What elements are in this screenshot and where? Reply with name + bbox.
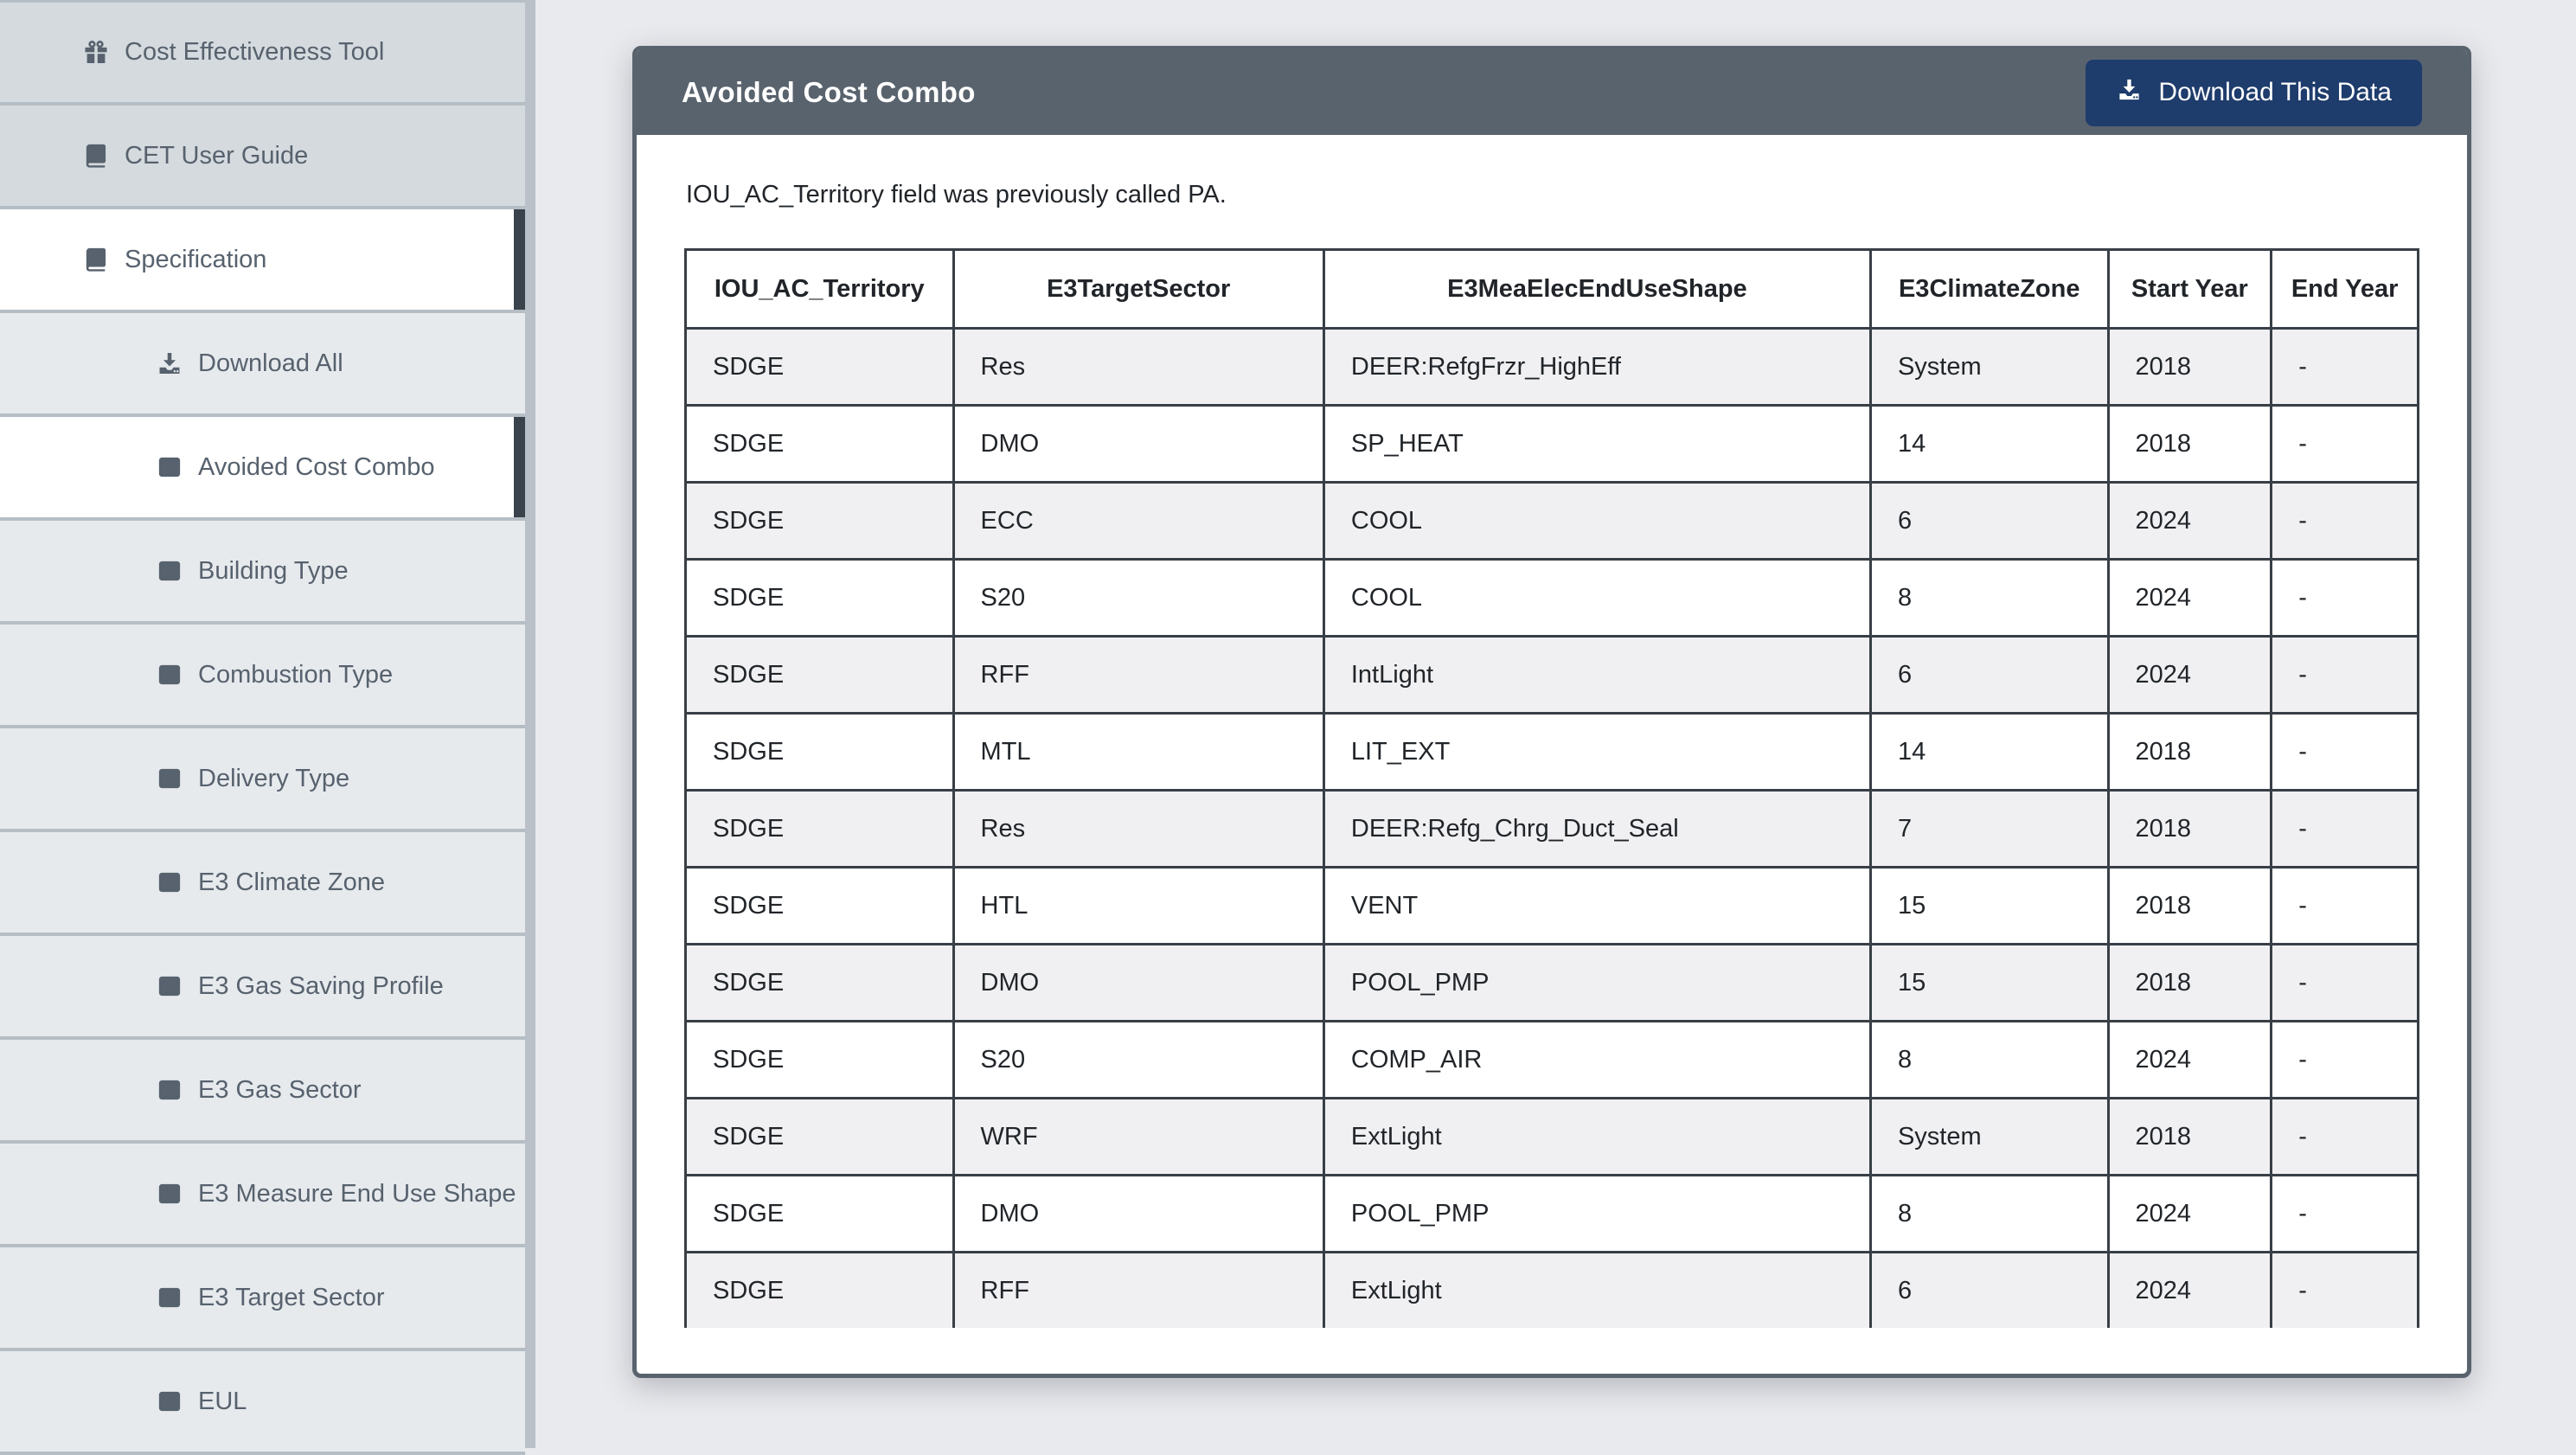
table-cell: SP_HEAT	[1323, 406, 1870, 483]
table-body	[686, 329, 2419, 1329]
table-cell: 6	[1870, 637, 2108, 714]
table-icon	[156, 869, 183, 896]
table-row	[686, 714, 2419, 791]
table-row	[686, 560, 2419, 637]
table-cell: VENT	[1323, 868, 1870, 945]
table-cell: -	[2272, 868, 2419, 945]
panel-header	[637, 50, 2467, 135]
table-cell: DEER:RefgFrzr_HighEff	[1323, 329, 1870, 406]
table-cell: SDGE	[686, 406, 954, 483]
sidebar-item-label: E3 Measure End Use Shape	[198, 1179, 516, 1208]
table-icon	[156, 1388, 183, 1415]
book-icon	[82, 246, 110, 273]
table-cell: SDGE	[686, 1099, 954, 1176]
table-cell: ECC	[953, 483, 1323, 560]
table-cell: 8	[1870, 560, 2108, 637]
download-icon	[2116, 76, 2143, 110]
table-row	[686, 406, 2419, 483]
table-icon	[156, 1076, 183, 1104]
sidebar-item-e3-gas-sector[interactable]	[0, 1040, 525, 1144]
column-header: E3ClimateZone	[1870, 250, 2108, 329]
sidebar-item-label: Combustion Type	[198, 660, 394, 689]
table-cell: DEER:Refg_Chrg_Duct_Seal	[1323, 791, 1870, 868]
table-row	[686, 329, 2419, 406]
table-row	[686, 868, 2419, 945]
table-cell: System	[1870, 1099, 2108, 1176]
table-row	[686, 1253, 2419, 1329]
table-cell: RFF	[953, 637, 1323, 714]
table-cell: 2024	[2108, 1253, 2272, 1329]
table-cell: LIT_EXT	[1323, 714, 1870, 791]
table-cell: -	[2272, 560, 2419, 637]
table-icon	[156, 972, 183, 1000]
table-cell: IntLight	[1323, 637, 1870, 714]
table-cell: SDGE	[686, 714, 954, 791]
table-row	[686, 1176, 2419, 1253]
sidebar-item-label: Building Type	[198, 556, 349, 585]
gift-icon	[82, 39, 110, 67]
panel-title: Avoided Cost Combo	[682, 76, 976, 108]
table-cell: -	[2272, 1022, 2419, 1099]
table-cell: SDGE	[686, 945, 954, 1022]
table-icon	[156, 661, 183, 689]
table-cell: -	[2272, 714, 2419, 791]
sidebar-item-label: E3 Climate Zone	[198, 868, 385, 896]
sidebar-nav	[0, 0, 525, 1455]
table-cell: COOL	[1323, 483, 1870, 560]
sidebar-item-e3-gas-saving-profile[interactable]	[0, 936, 525, 1040]
table-cell: 14	[1870, 714, 2108, 791]
table-cell: 8	[1870, 1022, 2108, 1099]
table-cell: 2018	[2108, 791, 2272, 868]
main-content	[535, 0, 2576, 1448]
table-cell: HTL	[953, 868, 1323, 945]
table-cell: DMO	[953, 1176, 1323, 1253]
table-cell: 2024	[2108, 637, 2272, 714]
sidebar-item-e3-measure-end-use-shape[interactable]	[0, 1144, 525, 1247]
table-cell: SDGE	[686, 1022, 954, 1099]
sidebar-item-eul[interactable]	[0, 1351, 525, 1455]
table-cell: COMP_AIR	[1323, 1022, 1870, 1099]
table-cell: 2024	[2108, 483, 2272, 560]
table-row	[686, 1022, 2419, 1099]
table-cell: SDGE	[686, 560, 954, 637]
table-cell: -	[2272, 791, 2419, 868]
sidebar-item-specification[interactable]	[0, 209, 525, 313]
table-cell: 2018	[2108, 714, 2272, 791]
table-icon	[156, 453, 183, 481]
table-icon	[156, 557, 183, 585]
sidebar-item-label: Cost Effectiveness Tool	[125, 38, 385, 66]
table-cell: SDGE	[686, 1253, 954, 1329]
sidebar-item-label: E3 Gas Sector	[198, 1075, 362, 1104]
table-cell: 15	[1870, 945, 2108, 1022]
table-cell: 2024	[2108, 560, 2272, 637]
table-cell: 2024	[2108, 1176, 2272, 1253]
book-icon	[82, 142, 110, 170]
table-cell: SDGE	[686, 483, 954, 560]
table-scroll-area[interactable]	[684, 248, 2419, 1328]
table-cell: SDGE	[686, 791, 954, 868]
table-cell: Res	[953, 329, 1323, 406]
table-cell: COOL	[1323, 560, 1870, 637]
table-cell: ExtLight	[1323, 1253, 1870, 1329]
column-header: E3MeaElecEndUseShape	[1323, 250, 1870, 329]
table-cell: Res	[953, 791, 1323, 868]
table-cell: 2024	[2108, 1022, 2272, 1099]
table-cell: 7	[1870, 791, 2108, 868]
sidebar-item-label: Avoided Cost Combo	[198, 452, 435, 481]
table-cell: -	[2272, 483, 2419, 560]
column-header: E3TargetSector	[953, 250, 1323, 329]
table-cell: 2018	[2108, 945, 2272, 1022]
table-row	[686, 791, 2419, 868]
table-cell: 6	[1870, 1253, 2108, 1329]
table-cell: 15	[1870, 868, 2108, 945]
table-cell: SDGE	[686, 637, 954, 714]
sidebar-item-label: E3 Target Sector	[198, 1283, 385, 1311]
table-cell: 2018	[2108, 329, 2272, 406]
sidebar-item-e3-climate-zone[interactable]	[0, 832, 525, 936]
table-cell: SDGE	[686, 329, 954, 406]
table-cell: MTL	[953, 714, 1323, 791]
sidebar-item-cet-user-guide[interactable]	[0, 106, 525, 209]
table-row	[686, 1099, 2419, 1176]
download-button-label: Download This Data	[2158, 78, 2392, 106]
table-cell: -	[2272, 329, 2419, 406]
table-cell: 2018	[2108, 868, 2272, 945]
sidebar-item-label: Specification	[125, 245, 267, 273]
table-cell: 2018	[2108, 1099, 2272, 1176]
table-cell: SDGE	[686, 868, 954, 945]
table-icon	[156, 765, 183, 792]
table-cell: -	[2272, 406, 2419, 483]
table-cell: WRF	[953, 1099, 1323, 1176]
table-cell: DMO	[953, 406, 1323, 483]
table-header-row	[686, 250, 2419, 329]
table-cell: -	[2272, 1176, 2419, 1253]
table-cell: 8	[1870, 1176, 2108, 1253]
table-cell: S20	[953, 560, 1323, 637]
column-header: End Year	[2272, 250, 2419, 329]
sidebar-item-download-all[interactable]	[0, 313, 525, 417]
column-header: IOU_AC_Territory	[686, 250, 954, 329]
download-icon	[156, 349, 183, 377]
sidebar-item-label: Delivery Type	[198, 764, 350, 792]
table-row	[686, 637, 2419, 714]
sidebar-item-label: Download All	[198, 349, 343, 377]
table-cell: ExtLight	[1323, 1099, 1870, 1176]
sidebar-item-combustion-type[interactable]	[0, 625, 525, 728]
sidebar-item-e3-target-sector[interactable]	[0, 1247, 525, 1351]
panel-body	[637, 135, 2467, 1374]
table-cell: S20	[953, 1022, 1323, 1099]
sidebar-item-label: E3 Gas Saving Profile	[198, 971, 444, 1000]
sidebar-item-avoided-cost-combo[interactable]	[0, 417, 525, 521]
table-cell: -	[2272, 1253, 2419, 1329]
table-cell: 6	[1870, 483, 2108, 560]
table-row	[686, 945, 2419, 1022]
table-cell: -	[2272, 1099, 2419, 1176]
table-note: IOU_AC_Territory field was previously called PA.	[686, 181, 1227, 208]
sidebar-item-label: CET User Guide	[125, 141, 309, 170]
avoided-cost-combo-panel	[632, 46, 2471, 1378]
table-icon	[156, 1180, 183, 1208]
sidebar-item-building-type[interactable]	[0, 521, 525, 625]
table-cell: DMO	[953, 945, 1323, 1022]
table-cell: 2018	[2108, 406, 2272, 483]
download-this-data-button[interactable]	[2086, 60, 2422, 126]
table-cell: POOL_PMP	[1323, 945, 1870, 1022]
table-cell: -	[2272, 637, 2419, 714]
table-row	[686, 483, 2419, 560]
table-cell: System	[1870, 329, 2108, 406]
sidebar-item-cost-effectiveness-tool[interactable]	[0, 3, 525, 106]
table-icon	[156, 1284, 183, 1311]
table-cell: 14	[1870, 406, 2108, 483]
table-cell: SDGE	[686, 1176, 954, 1253]
table-cell: POOL_PMP	[1323, 1176, 1870, 1253]
sidebar-item-label: EUL	[198, 1387, 247, 1415]
sidebar	[0, 0, 535, 1448]
table-cell: RFF	[953, 1253, 1323, 1329]
sidebar-item-delivery-type[interactable]	[0, 728, 525, 832]
column-header: Start Year	[2108, 250, 2272, 329]
avoided-cost-combo-table	[684, 248, 2419, 1328]
table-cell: -	[2272, 945, 2419, 1022]
